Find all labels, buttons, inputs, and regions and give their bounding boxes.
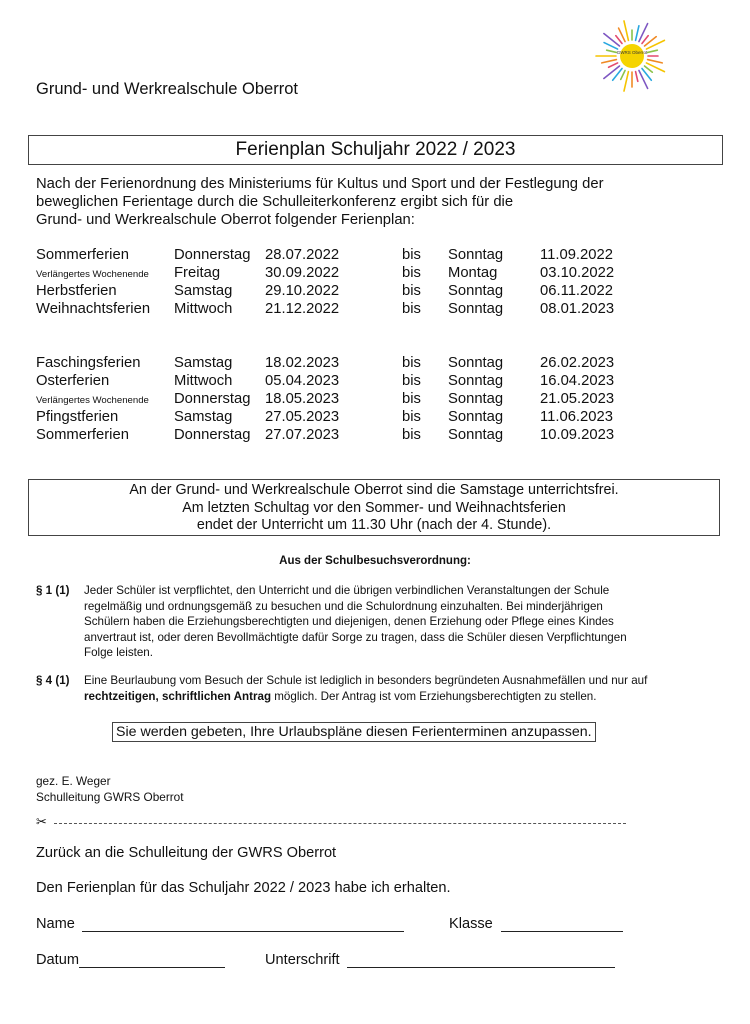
start-weekday: Samstag [174,283,233,299]
vacation-row [36,265,716,283]
paragraph-line: Eine Beurlaubung vom Besuch der Schule ist lediglich in besonders begründeten Ausnahmefällen und nur auf [84,674,648,687]
start-date: 28.07.2022 [265,247,340,263]
range-separator: bis [402,265,421,281]
logo-ray [621,70,625,79]
end-date: 26.02.2023 [540,355,615,371]
start-date: 30.09.2022 [265,265,340,281]
end-weekday: Montag [448,265,498,281]
logo-ray [648,60,663,63]
end-weekday: Sonntag [448,301,504,317]
vacation-name: Weihnachtsferien [36,301,151,317]
vacation-name: Herbstferien [36,283,117,299]
paragraph-line: Folge leisten. [84,646,153,659]
vacation-row [36,427,716,445]
date-input-line[interactable] [79,953,225,968]
logo-ray [602,60,617,63]
range-separator: bis [402,247,421,263]
paragraph-line [84,689,726,705]
vacation-name: Verlängertes Wochenende [36,395,149,406]
start-weekday: Samstag [174,409,233,425]
paragraph-number: § 4 (1) [36,674,70,687]
name-label: Name [36,916,75,932]
logo-ray [607,50,617,52]
vacation-row [36,355,716,373]
signature-name: gez. E. Weger [36,774,111,788]
signature-label: Unterschrift [265,952,340,968]
info-line: endet der Unterricht um 11.30 Uhr (nach der 4. Stunde). [196,517,552,533]
end-weekday: Sonntag [448,427,504,443]
start-date: 18.05.2023 [265,391,340,407]
logo-ray [624,72,628,91]
range-separator: bis [402,427,421,443]
end-weekday: Sonntag [448,391,504,407]
end-weekday: Sonntag [448,283,504,299]
end-weekday: Sonntag [448,373,504,389]
end-weekday: Sonntag [448,409,504,425]
vacation-row [36,391,716,409]
bold-phrase: rechtzeitigen, schriftlichen Antrag [84,689,272,703]
range-separator: bis [402,355,421,371]
paragraph-line: regelmäßig und ordnungsgemäß zu besuchen und die Schulordnung einzuhalten. Bei minderjährigen [84,599,603,613]
start-weekday: Samstag [174,355,233,371]
info-line: An der Grund- und Werkrealschule Oberrot sind die Samstage unterrichtsfrei. [129,482,619,498]
start-date: 27.05.2023 [265,409,340,425]
logo-ray [636,26,639,41]
start-date: 27.07.2023 [265,427,340,443]
logo-ray [609,63,618,67]
paragraph-text [84,583,726,661]
intro-line: beweglichen Ferientage durch die Schulleiterkonferenz ergibt sich für die [36,194,514,210]
logo-center [620,44,644,68]
logo-ray [648,50,658,52]
vacation-name: Faschingsferien [36,355,141,371]
logo-ray [616,36,622,44]
date-label: Datum [36,952,79,968]
start-date: 21.12.2022 [265,301,340,317]
start-date: 18.02.2023 [265,355,340,371]
class-input-line[interactable] [501,917,623,932]
info-box [28,479,720,536]
range-separator: bis [402,283,421,299]
cut-line [36,816,626,830]
paragraph-line: anvertraut ist, oder deren Bevollmächtigte dafür Sorge zu tragen, dass die Schüler diesen Verpflichtungen [84,630,627,644]
vacation-row [36,247,716,265]
logo-ray [645,66,653,72]
end-weekday: Sonntag [448,247,504,263]
class-field[interactable] [449,916,623,932]
school-name: Grund- und Werkrealschule Oberrot [36,80,298,98]
date-field[interactable] [36,952,225,968]
paragraph-line: Schülern haben die Erziehungsberechtigten und diejenigen, denen Erziehung oder Pflege eines Kindes [84,615,614,628]
start-date: 29.10.2022 [265,283,340,299]
name-field[interactable] [36,916,404,932]
vacation-row [36,301,716,319]
vacation-name: Osterferien [36,373,110,389]
start-weekday: Donnerstag [174,427,251,443]
vacation-name: Sommerferien [36,247,129,263]
vacation-name: Pfingstferien [36,409,119,425]
dashed-divider [54,823,626,824]
end-date: 11.09.2022 [540,247,613,263]
vacation-name: Verlängertes Wochenende [36,269,149,280]
logo-text: GWRS Oberrot [616,50,648,55]
received-statement: Den Ferienplan für das Schuljahr 2022 / 2023 habe ich erhalten. [36,880,451,896]
logo-ray [604,66,620,78]
range-separator: bis [402,373,421,389]
logo-ray [642,36,648,44]
signature-input-line[interactable] [347,953,615,968]
vacation-row [36,283,716,301]
sun-logo-graphic [580,10,684,104]
start-date: 05.04.2023 [265,373,340,389]
end-date: 11.06.2023 [540,409,613,425]
class-label: Klasse [449,916,493,932]
page-title [28,135,723,165]
end-date: 03.10.2022 [540,265,615,281]
paragraph-number: § 1 (1) [36,584,70,597]
paragraph-text [84,673,726,704]
end-date: 16.04.2023 [540,373,615,389]
intro-line: Grund- und Werkrealschule Oberrot folgender Ferienplan: [36,212,415,228]
regulation-paragraph-2 [36,673,726,704]
end-date: 21.05.2023 [540,391,615,407]
regulations-title: Aus der Schulbesuchsverordnung: [279,555,471,567]
range-separator: bis [402,409,421,425]
logo-ray [624,21,628,40]
range-separator: bis [402,301,421,317]
vacation-name: Sommerferien [36,427,129,443]
logo-ray [636,72,638,82]
range-separator: bis [402,391,421,407]
start-weekday: Mittwoch [174,373,233,389]
start-weekday: Freitag [174,265,221,281]
intro-line: Nach der Ferienordnung des Ministeriums für Kultus und Sport und der Festlegung der [36,176,604,192]
school-logo [580,10,684,104]
intro-text [36,175,676,229]
scissors-icon: ✂ [36,814,47,829]
signature-field[interactable] [265,952,615,968]
vacation-row [36,373,716,391]
start-weekday: Mittwoch [174,301,233,317]
end-weekday: Sonntag [448,355,504,371]
signature-title: Schulleitung GWRS Oberrot [36,790,184,804]
start-weekday: Donnerstag [174,391,251,407]
vacation-row [36,409,716,427]
end-date: 10.09.2023 [540,427,615,443]
name-input-line[interactable] [82,917,404,932]
page-title-text: Ferienplan Schuljahr 2022 / 2023 [235,139,516,160]
info-line: Am letzten Schultag vor den Sommer- und Weihnachtsferien [182,499,566,516]
paragraph-line-rest: möglich. Der Antrag ist vom Erziehungsberechtigten zu stellen. [271,689,597,703]
start-weekday: Donnerstag [174,247,251,263]
end-date: 06.11.2022 [540,283,613,299]
regulation-paragraph-1 [36,583,726,661]
end-date: 08.01.2023 [540,301,615,317]
return-instruction: Zurück an die Schulleitung der GWRS Oberrot [36,845,337,861]
paragraph-line: Jeder Schüler ist verpflichtet, den Unterricht und die übrigen verbindlichen Veranstaltungen der Schule [84,584,610,597]
vacation-notice: Sie werden gebeten, Ihre Urlaubspläne diesen Ferienterminen anzupassen. [112,722,596,742]
